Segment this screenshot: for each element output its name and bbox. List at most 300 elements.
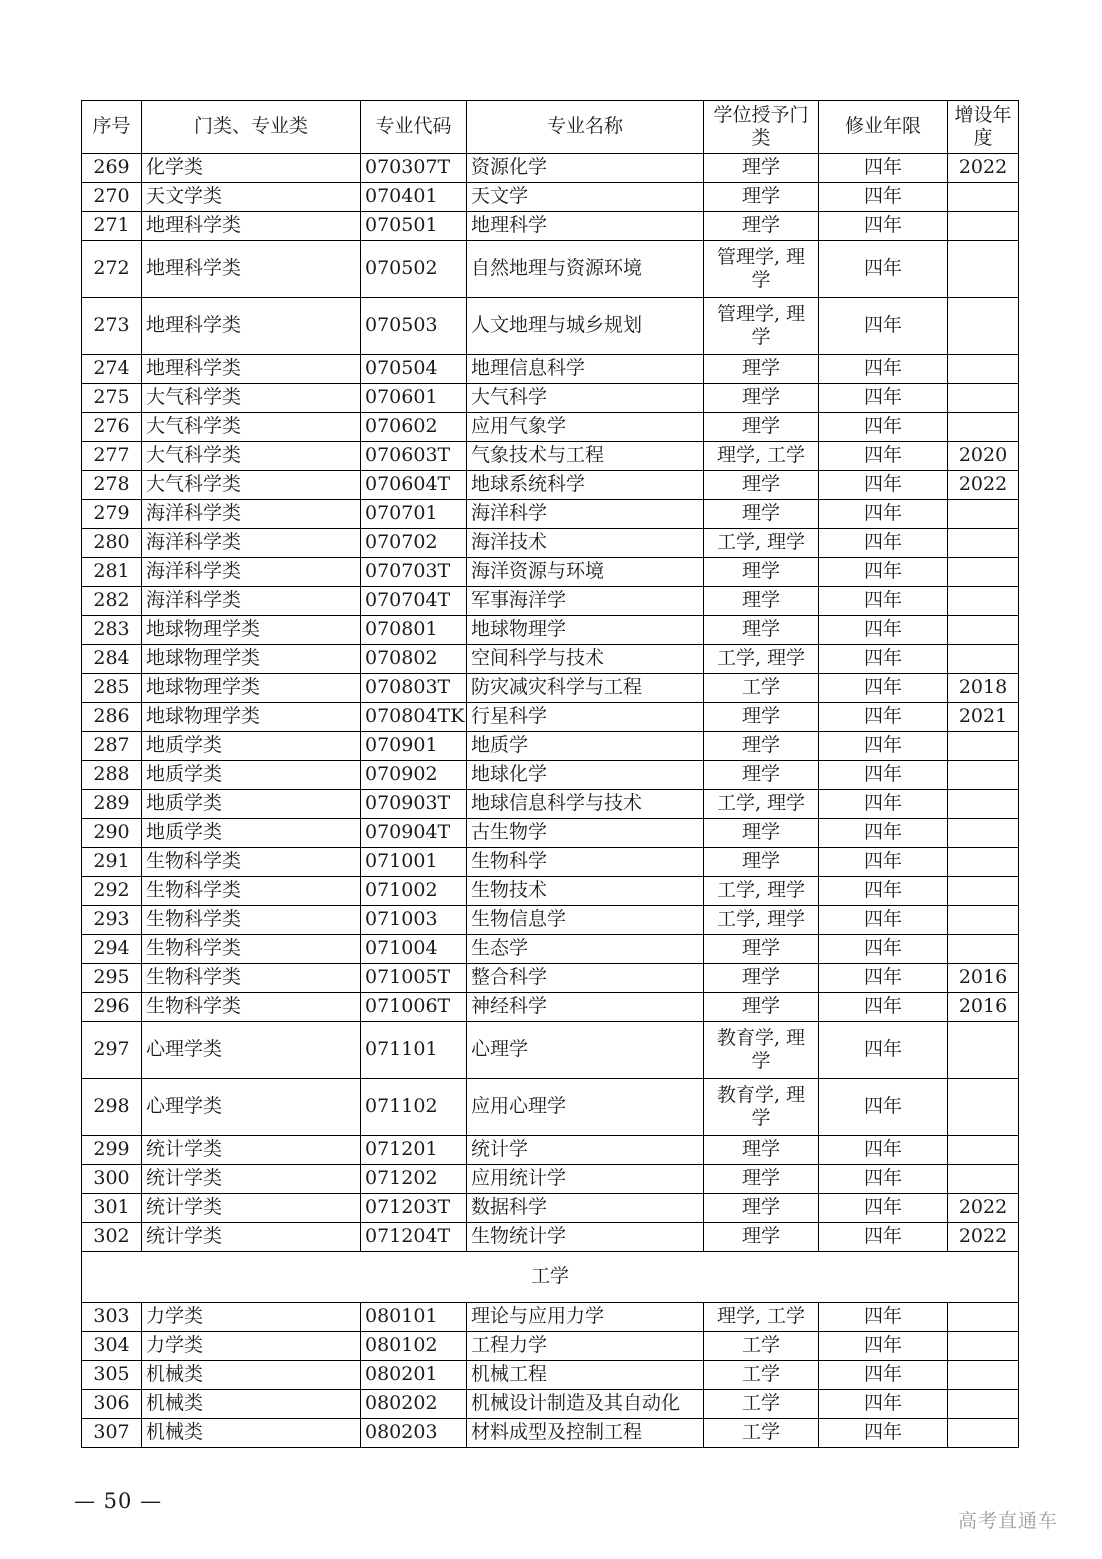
cell-added bbox=[948, 761, 1019, 790]
cell-name: 天文学 bbox=[467, 183, 704, 212]
cell-category: 统计学类 bbox=[142, 1165, 361, 1194]
cell-name: 人文地理与城乡规划 bbox=[467, 298, 704, 355]
cell-added: 2022 bbox=[948, 1223, 1019, 1252]
cell-name: 生物科学 bbox=[467, 848, 704, 877]
cell-category: 地球物理学类 bbox=[142, 703, 361, 732]
cell-name: 海洋技术 bbox=[467, 529, 704, 558]
cell-code: 080203 bbox=[361, 1419, 467, 1448]
cell-added bbox=[948, 1079, 1019, 1136]
table-row bbox=[82, 1022, 1019, 1079]
table-header-row bbox=[82, 101, 1019, 154]
cell-code: 080202 bbox=[361, 1390, 467, 1419]
cell-code: 071004 bbox=[361, 935, 467, 964]
cell-years: 四年 bbox=[819, 212, 948, 241]
cell-category: 海洋科学类 bbox=[142, 587, 361, 616]
table-row bbox=[82, 1332, 1019, 1361]
cell-added bbox=[948, 355, 1019, 384]
cell-code: 070704T bbox=[361, 587, 467, 616]
majors-catalog-table bbox=[81, 100, 1019, 1448]
cell-seq: 293 bbox=[82, 906, 142, 935]
cell-seq: 289 bbox=[82, 790, 142, 819]
cell-years: 四年 bbox=[819, 1223, 948, 1252]
cell-category: 机械类 bbox=[142, 1390, 361, 1419]
cell-name: 机械设计制造及其自动化 bbox=[467, 1390, 704, 1419]
cell-name: 大气科学 bbox=[467, 384, 704, 413]
cell-name: 自然地理与资源环境 bbox=[467, 241, 704, 298]
cell-code: 070701 bbox=[361, 500, 467, 529]
cell-degree: 工学 bbox=[704, 1390, 819, 1419]
cell-degree: 理学 bbox=[704, 703, 819, 732]
cell-degree: 理学 bbox=[704, 819, 819, 848]
cell-years: 四年 bbox=[819, 1022, 948, 1079]
table-row bbox=[82, 413, 1019, 442]
cell-added bbox=[948, 1136, 1019, 1165]
cell-years: 四年 bbox=[819, 442, 948, 471]
table-row bbox=[82, 154, 1019, 183]
cell-code: 070902 bbox=[361, 761, 467, 790]
cell-years: 四年 bbox=[819, 703, 948, 732]
cell-name: 机械工程 bbox=[467, 1361, 704, 1390]
cell-code: 070703T bbox=[361, 558, 467, 587]
table-row bbox=[82, 1303, 1019, 1332]
cell-code: 070307T bbox=[361, 154, 467, 183]
cell-added bbox=[948, 183, 1019, 212]
cell-code: 070501 bbox=[361, 212, 467, 241]
cell-degree: 理学 bbox=[704, 587, 819, 616]
cell-seq: 296 bbox=[82, 993, 142, 1022]
cell-code: 080101 bbox=[361, 1303, 467, 1332]
cell-name: 军事海洋学 bbox=[467, 587, 704, 616]
cell-seq: 273 bbox=[82, 298, 142, 355]
cell-degree: 理学 bbox=[704, 993, 819, 1022]
cell-name: 空间科学与技术 bbox=[467, 645, 704, 674]
cell-code: 070702 bbox=[361, 529, 467, 558]
cell-added bbox=[948, 645, 1019, 674]
cell-name: 地球化学 bbox=[467, 761, 704, 790]
cell-seq: 302 bbox=[82, 1223, 142, 1252]
table-row bbox=[82, 1165, 1019, 1194]
cell-code: 070503 bbox=[361, 298, 467, 355]
cell-name: 神经科学 bbox=[467, 993, 704, 1022]
cell-name: 气象技术与工程 bbox=[467, 442, 704, 471]
table-row bbox=[82, 993, 1019, 1022]
cell-degree: 理学 bbox=[704, 1165, 819, 1194]
table-row bbox=[82, 877, 1019, 906]
cell-name: 地球信息科学与技术 bbox=[467, 790, 704, 819]
cell-degree: 理学 bbox=[704, 761, 819, 790]
cell-category: 统计学类 bbox=[142, 1136, 361, 1165]
cell-seq: 280 bbox=[82, 529, 142, 558]
cell-category: 统计学类 bbox=[142, 1223, 361, 1252]
cell-degree: 教育学, 理学 bbox=[704, 1022, 819, 1079]
cell-code: 071204T bbox=[361, 1223, 467, 1252]
cell-seq: 271 bbox=[82, 212, 142, 241]
cell-name: 地质学 bbox=[467, 732, 704, 761]
cell-seq: 295 bbox=[82, 964, 142, 993]
cell-category: 地球物理学类 bbox=[142, 674, 361, 703]
cell-seq: 292 bbox=[82, 877, 142, 906]
cell-category: 心理学类 bbox=[142, 1079, 361, 1136]
cell-code: 070801 bbox=[361, 616, 467, 645]
cell-added bbox=[948, 587, 1019, 616]
table-row bbox=[82, 298, 1019, 355]
cell-years: 四年 bbox=[819, 183, 948, 212]
cell-category: 生物科学类 bbox=[142, 848, 361, 877]
cell-years: 四年 bbox=[819, 1136, 948, 1165]
table-row bbox=[82, 674, 1019, 703]
cell-name: 生物信息学 bbox=[467, 906, 704, 935]
cell-seq: 274 bbox=[82, 355, 142, 384]
cell-years: 四年 bbox=[819, 471, 948, 500]
cell-seq: 283 bbox=[82, 616, 142, 645]
cell-degree: 工学 bbox=[704, 1419, 819, 1448]
cell-added bbox=[948, 529, 1019, 558]
cell-years: 四年 bbox=[819, 529, 948, 558]
cell-name: 行星科学 bbox=[467, 703, 704, 732]
table-row bbox=[82, 500, 1019, 529]
cell-category: 大气科学类 bbox=[142, 471, 361, 500]
column-header-name: 专业名称 bbox=[467, 101, 704, 154]
cell-category: 机械类 bbox=[142, 1361, 361, 1390]
cell-degree: 理学 bbox=[704, 558, 819, 587]
cell-added bbox=[948, 732, 1019, 761]
cell-years: 四年 bbox=[819, 645, 948, 674]
cell-category: 地理科学类 bbox=[142, 298, 361, 355]
cell-name: 海洋资源与环境 bbox=[467, 558, 704, 587]
cell-seq: 306 bbox=[82, 1390, 142, 1419]
cell-name: 资源化学 bbox=[467, 154, 704, 183]
cell-years: 四年 bbox=[819, 413, 948, 442]
cell-seq: 287 bbox=[82, 732, 142, 761]
cell-code: 070504 bbox=[361, 355, 467, 384]
cell-added: 2016 bbox=[948, 993, 1019, 1022]
cell-years: 四年 bbox=[819, 1165, 948, 1194]
cell-name: 地球系统科学 bbox=[467, 471, 704, 500]
cell-seq: 272 bbox=[82, 241, 142, 298]
cell-name: 理论与应用力学 bbox=[467, 1303, 704, 1332]
cell-seq: 270 bbox=[82, 183, 142, 212]
cell-category: 海洋科学类 bbox=[142, 529, 361, 558]
cell-years: 四年 bbox=[819, 154, 948, 183]
table-row bbox=[82, 790, 1019, 819]
cell-years: 四年 bbox=[819, 993, 948, 1022]
column-header-category: 门类、专业类 bbox=[142, 101, 361, 154]
table-row bbox=[82, 1390, 1019, 1419]
cell-name: 统计学 bbox=[467, 1136, 704, 1165]
cell-seq: 307 bbox=[82, 1419, 142, 1448]
cell-seq: 305 bbox=[82, 1361, 142, 1390]
cell-added: 2016 bbox=[948, 964, 1019, 993]
cell-years: 四年 bbox=[819, 819, 948, 848]
table-row bbox=[82, 1079, 1019, 1136]
cell-category: 化学类 bbox=[142, 154, 361, 183]
cell-years: 四年 bbox=[819, 1303, 948, 1332]
cell-seq: 291 bbox=[82, 848, 142, 877]
table-row bbox=[82, 241, 1019, 298]
cell-degree: 工学, 理学 bbox=[704, 877, 819, 906]
table-row bbox=[82, 964, 1019, 993]
table-row bbox=[82, 471, 1019, 500]
cell-seq: 294 bbox=[82, 935, 142, 964]
cell-degree: 工学, 理学 bbox=[704, 906, 819, 935]
cell-added bbox=[948, 1303, 1019, 1332]
cell-category: 天文学类 bbox=[142, 183, 361, 212]
cell-added bbox=[948, 848, 1019, 877]
cell-added: 2021 bbox=[948, 703, 1019, 732]
cell-seq: 290 bbox=[82, 819, 142, 848]
cell-category: 生物科学类 bbox=[142, 877, 361, 906]
cell-added bbox=[948, 1022, 1019, 1079]
table-row bbox=[82, 355, 1019, 384]
cell-degree: 理学 bbox=[704, 616, 819, 645]
cell-years: 四年 bbox=[819, 790, 948, 819]
cell-years: 四年 bbox=[819, 1079, 948, 1136]
cell-degree: 工学, 理学 bbox=[704, 529, 819, 558]
cell-name: 整合科学 bbox=[467, 964, 704, 993]
cell-degree: 工学, 理学 bbox=[704, 645, 819, 674]
cell-degree: 工学 bbox=[704, 1332, 819, 1361]
cell-seq: 297 bbox=[82, 1022, 142, 1079]
cell-seq: 277 bbox=[82, 442, 142, 471]
cell-added: 2022 bbox=[948, 471, 1019, 500]
cell-degree: 理学 bbox=[704, 732, 819, 761]
cell-degree: 管理学, 理学 bbox=[704, 298, 819, 355]
cell-code: 080201 bbox=[361, 1361, 467, 1390]
column-header-added: 增设年度 bbox=[948, 101, 1019, 154]
table-row bbox=[82, 645, 1019, 674]
cell-code: 070904T bbox=[361, 819, 467, 848]
cell-code: 071203T bbox=[361, 1194, 467, 1223]
cell-degree: 管理学, 理学 bbox=[704, 241, 819, 298]
table-row bbox=[82, 906, 1019, 935]
column-header-code: 专业代码 bbox=[361, 101, 467, 154]
cell-added bbox=[948, 413, 1019, 442]
cell-name: 应用统计学 bbox=[467, 1165, 704, 1194]
cell-category: 地质学类 bbox=[142, 790, 361, 819]
cell-code: 070502 bbox=[361, 241, 467, 298]
cell-seq: 278 bbox=[82, 471, 142, 500]
cell-added bbox=[948, 241, 1019, 298]
cell-added bbox=[948, 1332, 1019, 1361]
cell-seq: 286 bbox=[82, 703, 142, 732]
cell-years: 四年 bbox=[819, 558, 948, 587]
cell-name: 地理科学 bbox=[467, 212, 704, 241]
cell-name: 数据科学 bbox=[467, 1194, 704, 1223]
cell-category: 地球物理学类 bbox=[142, 616, 361, 645]
table-row bbox=[82, 442, 1019, 471]
cell-added bbox=[948, 906, 1019, 935]
table-row bbox=[82, 384, 1019, 413]
cell-years: 四年 bbox=[819, 355, 948, 384]
table-row bbox=[82, 212, 1019, 241]
cell-code: 071202 bbox=[361, 1165, 467, 1194]
cell-category: 地质学类 bbox=[142, 819, 361, 848]
cell-seq: 269 bbox=[82, 154, 142, 183]
cell-added bbox=[948, 500, 1019, 529]
cell-code: 071006T bbox=[361, 993, 467, 1022]
cell-category: 地理科学类 bbox=[142, 241, 361, 298]
cell-seq: 284 bbox=[82, 645, 142, 674]
cell-years: 四年 bbox=[819, 906, 948, 935]
cell-added bbox=[948, 558, 1019, 587]
cell-name: 地球物理学 bbox=[467, 616, 704, 645]
table-row bbox=[82, 558, 1019, 587]
cell-years: 四年 bbox=[819, 761, 948, 790]
cell-category: 地质学类 bbox=[142, 732, 361, 761]
cell-years: 四年 bbox=[819, 877, 948, 906]
cell-category: 大气科学类 bbox=[142, 413, 361, 442]
cell-code: 071003 bbox=[361, 906, 467, 935]
cell-years: 四年 bbox=[819, 616, 948, 645]
cell-added bbox=[948, 1419, 1019, 1448]
cell-degree: 理学 bbox=[704, 413, 819, 442]
cell-category: 海洋科学类 bbox=[142, 558, 361, 587]
cell-category: 生物科学类 bbox=[142, 993, 361, 1022]
cell-added bbox=[948, 790, 1019, 819]
cell-seq: 303 bbox=[82, 1303, 142, 1332]
table-row bbox=[82, 616, 1019, 645]
cell-category: 大气科学类 bbox=[142, 384, 361, 413]
cell-name: 材料成型及控制工程 bbox=[467, 1419, 704, 1448]
cell-name: 应用心理学 bbox=[467, 1079, 704, 1136]
table-row bbox=[82, 703, 1019, 732]
cell-added bbox=[948, 384, 1019, 413]
cell-added bbox=[948, 1165, 1019, 1194]
cell-category: 统计学类 bbox=[142, 1194, 361, 1223]
cell-seq: 281 bbox=[82, 558, 142, 587]
cell-degree: 理学, 工学 bbox=[704, 1303, 819, 1332]
cell-category: 海洋科学类 bbox=[142, 500, 361, 529]
cell-code: 071001 bbox=[361, 848, 467, 877]
cell-name: 工程力学 bbox=[467, 1332, 704, 1361]
cell-name: 心理学 bbox=[467, 1022, 704, 1079]
cell-category: 力学类 bbox=[142, 1303, 361, 1332]
cell-years: 四年 bbox=[819, 587, 948, 616]
cell-added bbox=[948, 935, 1019, 964]
cell-seq: 282 bbox=[82, 587, 142, 616]
cell-code: 070804TK bbox=[361, 703, 467, 732]
table-row bbox=[82, 1361, 1019, 1390]
cell-code: 070802 bbox=[361, 645, 467, 674]
cell-code: 071101 bbox=[361, 1022, 467, 1079]
cell-added bbox=[948, 298, 1019, 355]
cell-name: 生物统计学 bbox=[467, 1223, 704, 1252]
table-row bbox=[82, 1223, 1019, 1252]
section-header-row bbox=[82, 1252, 1019, 1303]
table-row bbox=[82, 761, 1019, 790]
cell-years: 四年 bbox=[819, 732, 948, 761]
cell-degree: 理学, 工学 bbox=[704, 442, 819, 471]
cell-degree: 理学 bbox=[704, 471, 819, 500]
cell-code: 070901 bbox=[361, 732, 467, 761]
cell-degree: 理学 bbox=[704, 384, 819, 413]
cell-code: 070604T bbox=[361, 471, 467, 500]
cell-degree: 理学 bbox=[704, 848, 819, 877]
cell-seq: 298 bbox=[82, 1079, 142, 1136]
cell-added bbox=[948, 212, 1019, 241]
page-number: — 50 — bbox=[74, 1489, 163, 1513]
cell-years: 四年 bbox=[819, 298, 948, 355]
table-header bbox=[82, 101, 1019, 154]
cell-category: 大气科学类 bbox=[142, 442, 361, 471]
cell-added: 2022 bbox=[948, 154, 1019, 183]
watermark: 高考直通车 bbox=[958, 1510, 1059, 1532]
cell-code: 070803T bbox=[361, 674, 467, 703]
cell-degree: 教育学, 理学 bbox=[704, 1079, 819, 1136]
table-row bbox=[82, 1136, 1019, 1165]
table-row bbox=[82, 1194, 1019, 1223]
table-row bbox=[82, 183, 1019, 212]
cell-added: 2022 bbox=[948, 1194, 1019, 1223]
cell-degree: 理学 bbox=[704, 355, 819, 384]
cell-category: 机械类 bbox=[142, 1419, 361, 1448]
cell-code: 071002 bbox=[361, 877, 467, 906]
cell-added bbox=[948, 819, 1019, 848]
cell-seq: 276 bbox=[82, 413, 142, 442]
cell-degree: 理学 bbox=[704, 500, 819, 529]
cell-degree: 理学 bbox=[704, 154, 819, 183]
cell-category: 力学类 bbox=[142, 1332, 361, 1361]
cell-seq: 301 bbox=[82, 1194, 142, 1223]
cell-degree: 理学 bbox=[704, 212, 819, 241]
cell-added bbox=[948, 1390, 1019, 1419]
cell-years: 四年 bbox=[819, 384, 948, 413]
cell-code: 070602 bbox=[361, 413, 467, 442]
cell-degree: 理学 bbox=[704, 1223, 819, 1252]
cell-years: 四年 bbox=[819, 1419, 948, 1448]
cell-code: 071005T bbox=[361, 964, 467, 993]
table-row bbox=[82, 529, 1019, 558]
cell-degree: 理学 bbox=[704, 1136, 819, 1165]
cell-category: 生物科学类 bbox=[142, 906, 361, 935]
cell-degree: 理学 bbox=[704, 935, 819, 964]
cell-code: 070603T bbox=[361, 442, 467, 471]
cell-category: 生物科学类 bbox=[142, 964, 361, 993]
cell-added bbox=[948, 1361, 1019, 1390]
cell-name: 应用气象学 bbox=[467, 413, 704, 442]
cell-category: 心理学类 bbox=[142, 1022, 361, 1079]
table-row bbox=[82, 1419, 1019, 1448]
cell-years: 四年 bbox=[819, 1332, 948, 1361]
cell-years: 四年 bbox=[819, 1194, 948, 1223]
cell-seq: 300 bbox=[82, 1165, 142, 1194]
cell-category: 地球物理学类 bbox=[142, 645, 361, 674]
cell-name: 古生物学 bbox=[467, 819, 704, 848]
cell-years: 四年 bbox=[819, 964, 948, 993]
table-row bbox=[82, 819, 1019, 848]
cell-degree: 理学 bbox=[704, 183, 819, 212]
cell-seq: 285 bbox=[82, 674, 142, 703]
column-header-years: 修业年限 bbox=[819, 101, 948, 154]
cell-name: 防灾减灾科学与工程 bbox=[467, 674, 704, 703]
cell-category: 地理科学类 bbox=[142, 355, 361, 384]
cell-degree: 工学 bbox=[704, 1361, 819, 1390]
cell-name: 生态学 bbox=[467, 935, 704, 964]
cell-category: 地理科学类 bbox=[142, 212, 361, 241]
cell-degree: 理学 bbox=[704, 1194, 819, 1223]
cell-years: 四年 bbox=[819, 241, 948, 298]
cell-seq: 275 bbox=[82, 384, 142, 413]
cell-code: 070401 bbox=[361, 183, 467, 212]
table-row bbox=[82, 935, 1019, 964]
cell-code: 070903T bbox=[361, 790, 467, 819]
cell-seq: 304 bbox=[82, 1332, 142, 1361]
cell-years: 四年 bbox=[819, 500, 948, 529]
table-row bbox=[82, 732, 1019, 761]
cell-added bbox=[948, 616, 1019, 645]
column-header-degree: 学位授予门类 bbox=[704, 101, 819, 154]
cell-name: 海洋科学 bbox=[467, 500, 704, 529]
